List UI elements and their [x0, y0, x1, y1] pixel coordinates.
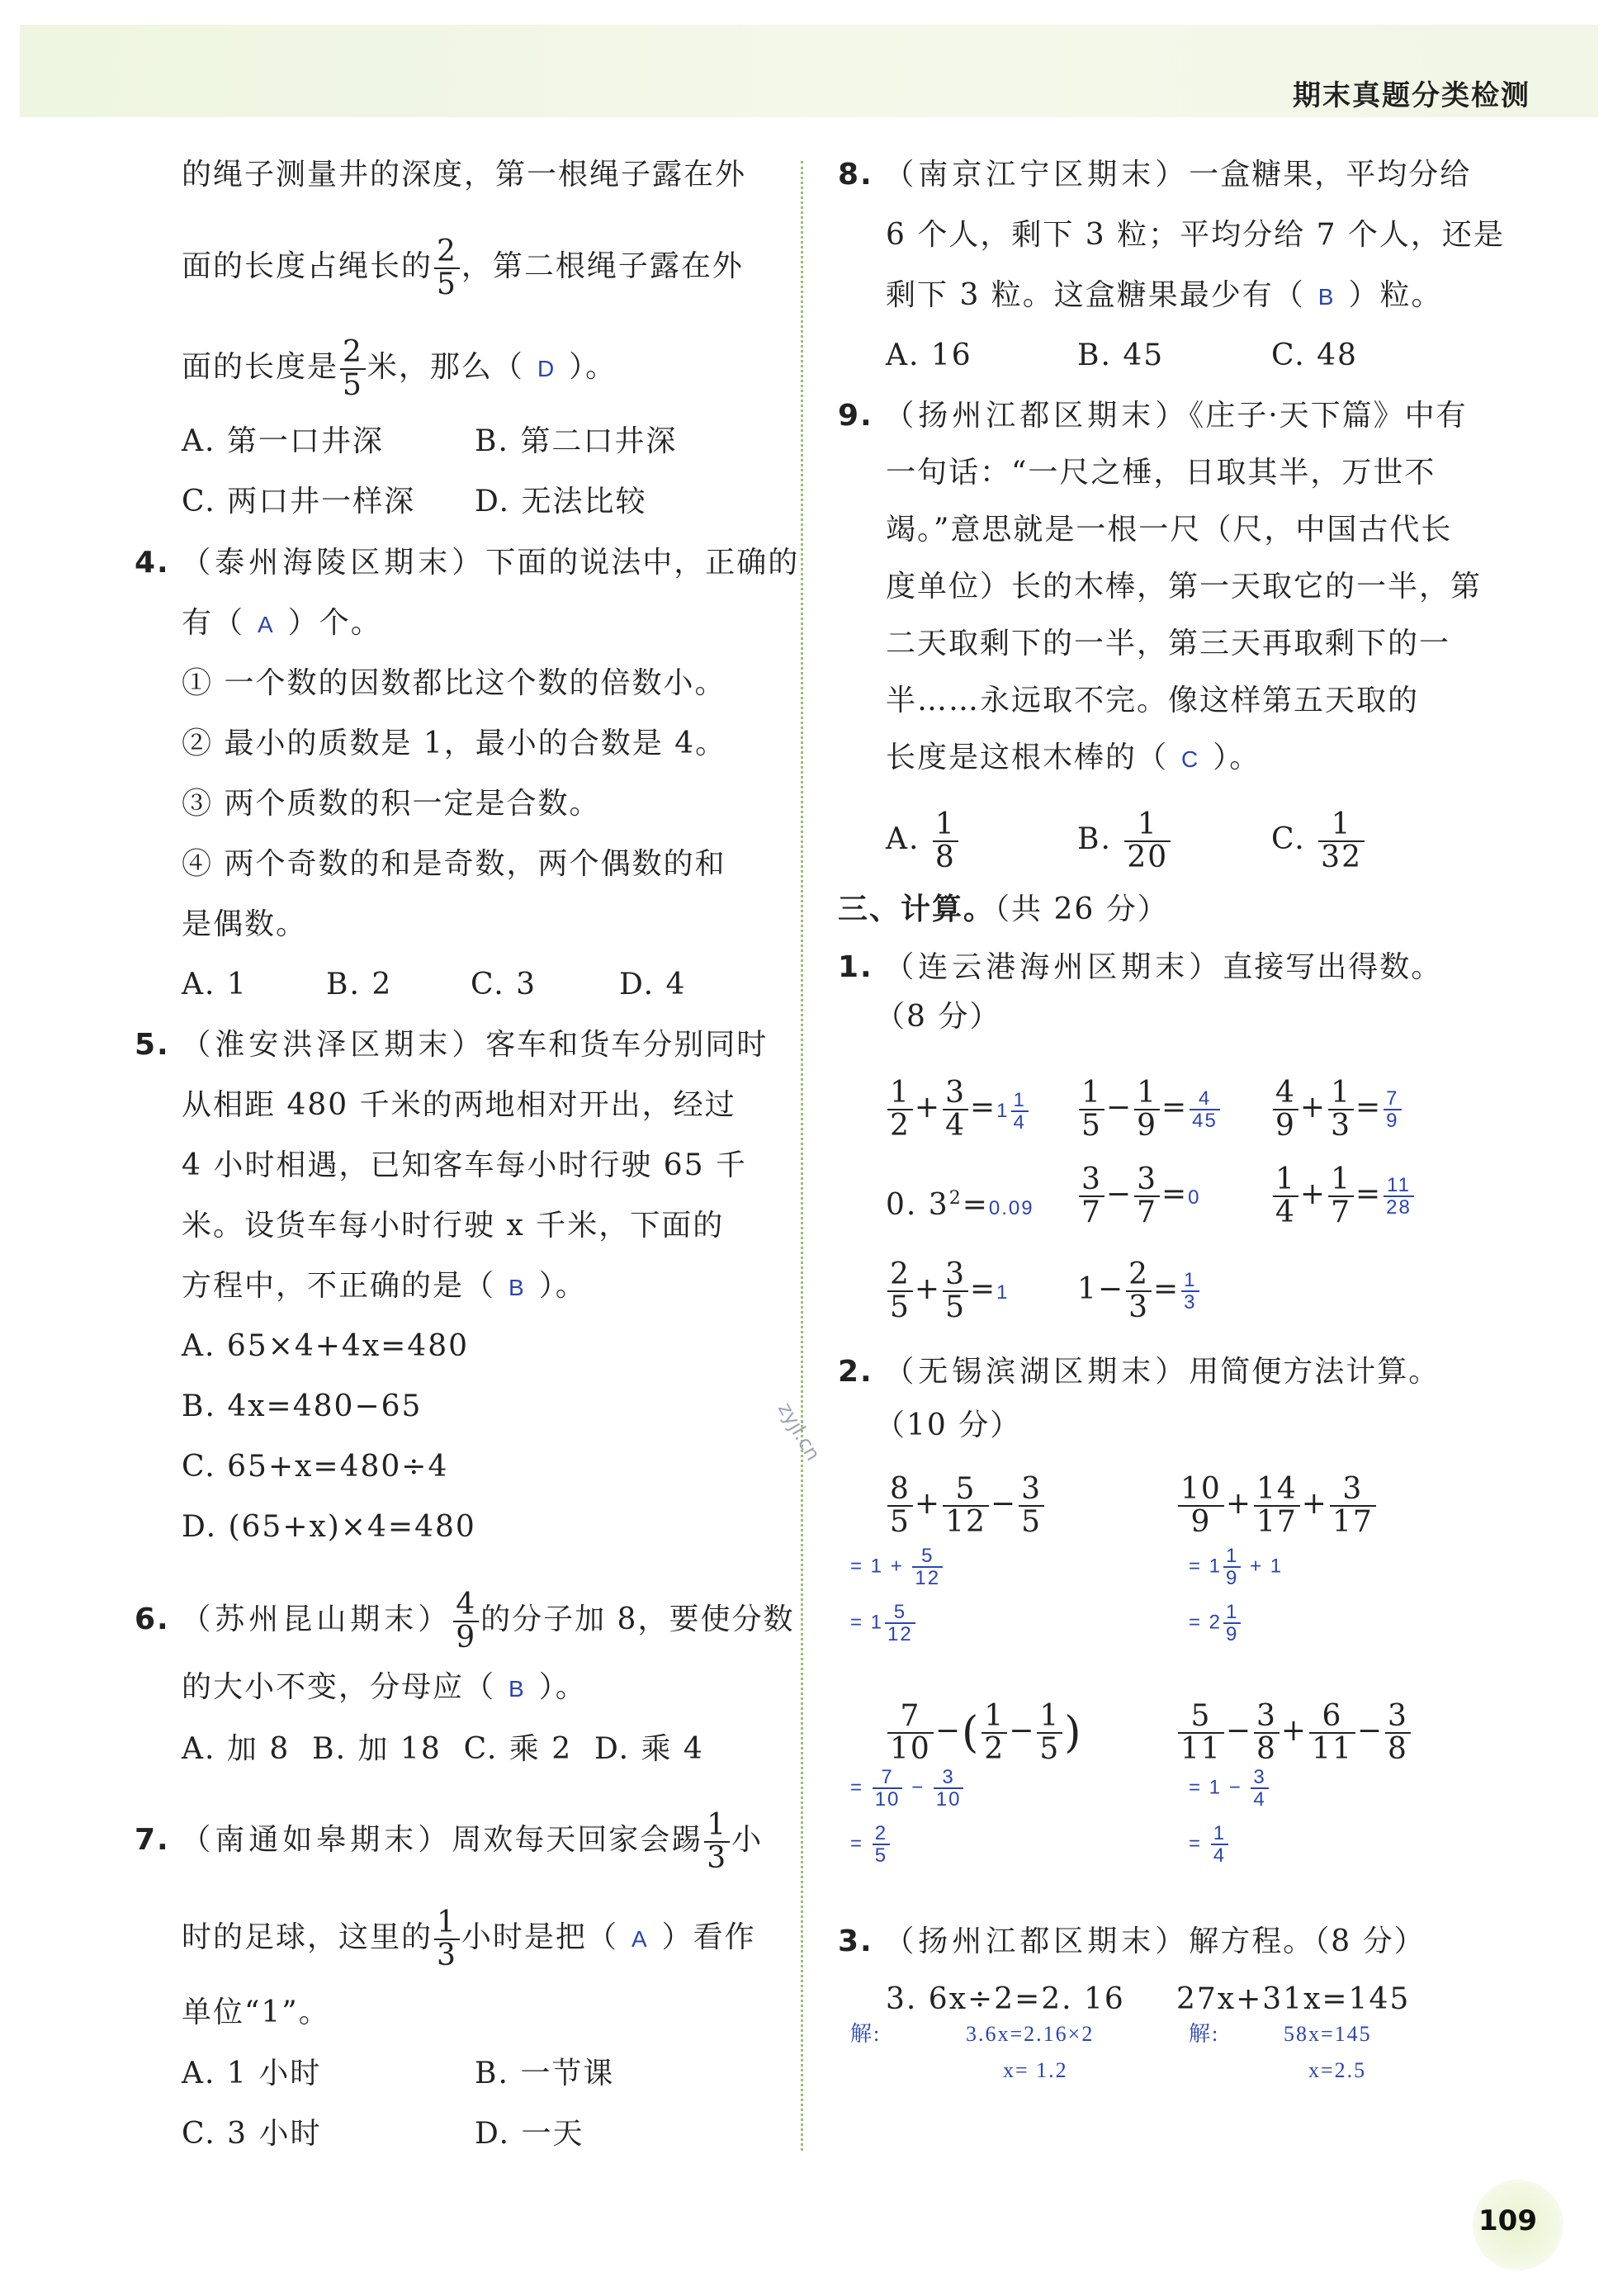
c1-expr-3: $\frac{4}{9}$ + $\frac{1}{3}$ = $\frac{7}{9}$	[1271, 1077, 1403, 1142]
fraction: $\frac{1}{8}$	[933, 809, 958, 873]
q6-option-b: B. 加 18	[312, 1732, 442, 1766]
q7-option-c: C. 3 小时	[182, 2117, 322, 2151]
q9-line5: 二天取剩下的一半，第三天再取剩下的一	[886, 627, 1451, 660]
q4-statement-1: ① 一个数的因数都比这个数的倍数小。	[182, 666, 726, 700]
q4-statement-3: ③ 两个质数的积一定是合数。	[182, 787, 601, 821]
q8-answer: B	[1317, 284, 1336, 310]
q9-line3: 竭。”意思就是一根一尺（尺，中国古代长	[886, 513, 1453, 547]
c1-expr-1: $\frac{1}{2}$ + $\frac{3}{4}$ =1 $\frac{1}{4}$	[886, 1077, 1030, 1142]
q7-line2: 时的足球，这里的 $\frac{1}{3}$ 小时是把（ A ）看作	[182, 1905, 756, 1972]
q5-line4: 米。设货车每小时行驶 x 千米，下面的	[182, 1209, 725, 1243]
section-3-title: 三、计算。（共 26 分）	[838, 892, 1169, 926]
q4-statement-4b: 是偶数。	[182, 907, 308, 941]
c3-eq1-step-2: x= 1.2	[1003, 2058, 1068, 2082]
q3-answer: D	[537, 355, 556, 381]
q9-option-b: B. $\frac{1}{20}$	[1077, 809, 1172, 873]
q6-line1: 6. （苏州昆山期末） $\frac{4}{9}$ 的分子加 8，要使分数	[135, 1588, 795, 1655]
c1-answer-5: 0	[1188, 1186, 1201, 1209]
c1-points: （8 分）	[875, 1000, 1001, 1034]
q8-option-c: C. 48	[1271, 338, 1358, 372]
fraction: $\frac{4}{9}$	[453, 1589, 479, 1654]
c3-eq2-step-2: x=2.5	[1308, 2058, 1367, 2082]
c2-p1-step-1: = 1 + $\frac{5}{12}$	[850, 1546, 944, 1588]
q7-option-b: B. 一节课	[475, 2057, 615, 2090]
q4-line2: 有（ A ）个。	[182, 605, 382, 643]
q6-answer: B	[508, 1676, 526, 1702]
q5-line3: 4 小时相遇，已知客车每小时行驶 65 千	[182, 1148, 748, 1182]
c1-answer-3: $\frac{7}{9}$	[1384, 1088, 1401, 1131]
c1-expr-4: 0. $3^2=0.09$	[886, 1188, 1034, 1222]
fraction: $\frac{1}{3}$	[434, 1907, 460, 1972]
c2-problem-1: $\frac{8}{5}$ + $\frac{5}{12}$ − $\frac{3}{5}$	[886, 1474, 1046, 1538]
q9-line7: 长度是这根木棒的（ C ）。	[886, 740, 1261, 778]
q5-line1: 5. （淮安洪泽区期末）客车和货车分别同时	[135, 1028, 769, 1062]
c1-answer-1: 1 $\frac{1}{4}$	[996, 1100, 1030, 1122]
c1-answer-7: 1	[996, 1281, 1010, 1304]
q5-option-c: C. 65+x=480÷4	[182, 1450, 449, 1484]
q3-option-d: D. 无法比较	[475, 485, 647, 518]
c2-p2-step-2: = 2 $\frac{1}{9}$	[1189, 1602, 1242, 1645]
q6-option-d: D. 乘 4	[594, 1732, 704, 1766]
q7-line1: 7. （南通如皋期末）周欢每天回家会踢 $\frac{1}{3}$ 小	[135, 1808, 764, 1875]
fraction: $\frac{1}{20}$	[1124, 809, 1171, 873]
q7-option-a: A. 1 小时	[182, 2057, 322, 2090]
q4-option-d: D. 4	[619, 968, 687, 1001]
q6-line2: 的大小不变，分母应（ B ）。	[182, 1669, 587, 1707]
q8-line2: 6 个人，剩下 3 粒；平均分给 7 个人，还是	[886, 218, 1505, 252]
q3-line1: 的绳子测量井的深度，第一根绳子露在外	[182, 158, 747, 192]
q3-line2: 面的长度占绳长的 $\frac{2}{5}$ ，第二根绳子露在外	[182, 234, 744, 301]
c3-eq1-step-1: 3.6x=2.16×2	[966, 2022, 1095, 2046]
q9-line1: 9. （扬州江都区期末）《庄子·天下篇》中有	[838, 399, 1468, 433]
c3-title: 3. （扬州江都区期末）解方程。（8 分）	[838, 1924, 1426, 1958]
c2-problem-4: $\frac{5}{11}$ − $\frac{3}{8}$ + $\frac{6}{11}$ − $\frac{3}{8}$	[1176, 1701, 1412, 1765]
c1-answer-6: $\frac{11}{28}$	[1384, 1175, 1414, 1218]
c2-p4-step-1: = 1 − $\frac{3}{4}$	[1189, 1767, 1270, 1810]
q5-line5: 方程中，不正确的是（ B ）。	[182, 1268, 587, 1306]
q7-line3: 单位“1”。	[182, 1995, 330, 2029]
c2-p2-step-1: = 1 $\frac{1}{9}$ + 1	[1189, 1545, 1284, 1590]
q7-answer: A	[631, 1925, 649, 1952]
q3-line3: 面的长度是 $\frac{2}{5}$ 米，那么（ D ）。	[182, 335, 617, 402]
q5-answer: B	[508, 1275, 526, 1300]
q4-option-a: A. 1	[182, 968, 248, 1001]
c2-p3-step-1: = $\frac{7}{10}$ − $\frac{3}{10}$	[850, 1767, 965, 1810]
q5-line2: 从相距 480 千米的两地相对开出，经过	[182, 1088, 736, 1122]
q7-option-d: D. 一天	[475, 2117, 584, 2151]
c3-eq1-solve-label: 解:	[850, 2022, 882, 2046]
q8-line1: 8. （南京江宁区期末）一盒糖果，平均分给	[838, 158, 1472, 192]
q4-option-c: C. 3	[471, 968, 537, 1001]
fraction: $\frac{1}{3}$	[704, 1810, 730, 1874]
q3-option-b: B. 第二口井深	[475, 424, 678, 458]
q8-option-a: A. 16	[886, 338, 972, 372]
c3-equation-2: 27x+31x=145	[1176, 1982, 1411, 2016]
q9-answer: C	[1181, 746, 1200, 772]
q9-line4: 度单位）长的木棒，第一天取它的一半，第	[886, 570, 1483, 604]
q6-option-c: C. 乘 2	[463, 1732, 573, 1766]
q4-option-b: B. 2	[326, 968, 393, 1001]
c3-eq2-solve-label: 解:	[1189, 2022, 1220, 2046]
c2-points: （10 分）	[875, 1408, 1022, 1442]
c2-p3-step-2: = $\frac{2}{5}$	[850, 1823, 892, 1866]
q9-option-a: A. $\frac{1}{8}$	[886, 809, 960, 873]
q5-option-a: A. 65×4+4x=480	[182, 1329, 470, 1363]
c2-title: 2. （无锡滨湖区期末）用简便方法计算。	[838, 1355, 1440, 1389]
fraction: $\frac{2}{5}$	[340, 337, 366, 401]
q4-statement-4: ④ 两个奇数的和是奇数，两个偶数的和	[182, 847, 726, 881]
c1-expr-8: 1− $\frac{2}{3}$ = $\frac{1}{3}$	[1077, 1259, 1201, 1323]
watermark: zyjl.cn	[773, 1399, 825, 1465]
q8-line3: 剩下 3 粒。这盒糖果最少有（ B ）粒。	[886, 277, 1443, 315]
c1-answer-2: $\frac{4}{45}$	[1190, 1088, 1220, 1131]
c1-expr-6: $\frac{1}{4}$ + $\frac{1}{7}$ = $\frac{11}{28}$	[1271, 1164, 1416, 1228]
c2-problem-3: $\frac{7}{10}$ −( $\frac{1}{2}$ − $\frac{1}{5}$ )	[886, 1701, 1083, 1765]
c1-title: 1. （连云港海州区期末）直接写出得数。	[838, 950, 1443, 984]
fraction: $\frac{2}{5}$	[434, 236, 460, 301]
column-divider	[801, 161, 803, 2151]
q6-option-a: A. 加 8	[182, 1732, 291, 1766]
q9-line2: 一句话：“一尺之棰，日取其半，万世不	[886, 456, 1436, 490]
page-number: 109	[1478, 2204, 1537, 2237]
q8-option-b: B. 45	[1077, 338, 1165, 372]
q9-line6: 半……永远取不完。像这样第五天取的	[886, 684, 1420, 717]
c3-equation-1: 3. 6x÷2=2. 16	[886, 1982, 1125, 2016]
c3-eq2-step-1: 58x=145	[1284, 2022, 1372, 2046]
q4-answer: A	[258, 612, 275, 637]
c1-answer-4: 0.09	[988, 1197, 1034, 1219]
c2-problem-2: $\frac{10}{9}$ + $\frac{14}{17}$ + $\frac{3}{17}$	[1176, 1474, 1378, 1538]
q6-options	[182, 1731, 704, 1768]
q9-option-c: C. $\frac{1}{32}$	[1271, 809, 1366, 873]
q5-option-b: B. 4x=480−65	[182, 1389, 423, 1423]
q3-option-a: A. 第一口井深	[182, 424, 384, 458]
c1-expr-5: $\frac{3}{7}$ − $\frac{3}{7}$ =0	[1077, 1164, 1201, 1228]
c2-p1-step-2: = 1 $\frac{5}{12}$	[850, 1602, 917, 1645]
c1-answer-8: $\frac{1}{3}$	[1181, 1270, 1199, 1313]
q5-option-d: D. (65+x)×4=480	[182, 1510, 476, 1544]
c1-expr-2: $\frac{1}{5}$ − $\frac{1}{9}$ = $\frac{4}{45}$	[1077, 1077, 1222, 1142]
c2-p4-step-2: = $\frac{1}{4}$	[1189, 1823, 1230, 1866]
q4-line1: 4. （泰州海陵区期末）下面的说法中，正确的	[135, 546, 800, 580]
q3-option-c: C. 两口井一样深	[182, 485, 416, 518]
q4-statement-2: ② 最小的质数是 1，最小的合数是 4。	[182, 727, 727, 760]
page-header-title: 期末真题分类检测	[1293, 79, 1530, 112]
c1-expr-7: $\frac{2}{5}$ + $\frac{3}{5}$ =1	[886, 1259, 1010, 1323]
fraction: $\frac{1}{32}$	[1318, 809, 1365, 873]
